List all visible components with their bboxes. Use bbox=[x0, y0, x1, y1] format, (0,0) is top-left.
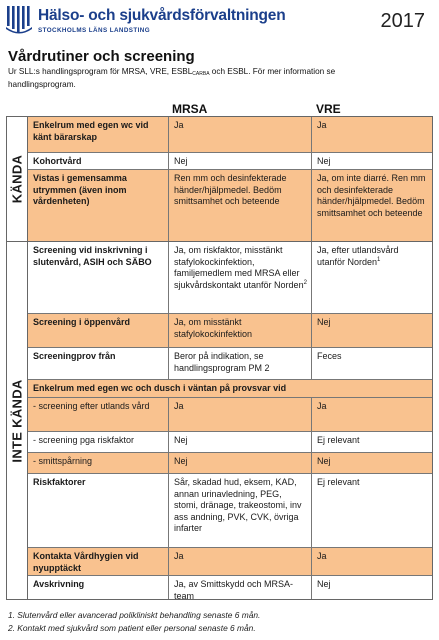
vre-cell: Ja, efter utlandsvård utanför Norden$^1$ bbox=[317, 245, 399, 267]
mrsa-cell: Ja bbox=[169, 548, 312, 575]
footnote-2: 2. Kontakt med sjukvård som patient eller personal senaste 6 mån. bbox=[8, 623, 256, 633]
row-label: Screening vid inskrivning i slutenvård, ASIH och SÄBO bbox=[28, 242, 169, 313]
org-name: Hälso- och sjukvårdsförvaltningen bbox=[38, 7, 286, 24]
mrsa-cell: Ja, om riskfaktor, misstänkt stafylokockinfektion, familjemedlem med MRSA eller sjukvårdskontakt utanför Norden$^2$ bbox=[169, 242, 312, 313]
vre-cell: Ej relevant bbox=[317, 435, 360, 445]
table-row bbox=[28, 152, 432, 169]
org-subtitle: STOCKHOLMS LÄNS LANDSTING bbox=[38, 27, 151, 34]
vre-cell: Nej bbox=[317, 317, 331, 327]
section-label-kanda: KÄNDA bbox=[7, 117, 28, 241]
intro-text: Ur SLL:s handlingsprogram för MRSA, VRE, $ESBL_{CARBA}$ och ESBL. För mer information se handlingsprogram. bbox=[8, 67, 336, 89]
table-row bbox=[28, 547, 432, 575]
mrsa-cell: Nej bbox=[169, 432, 312, 452]
header bbox=[0, 0, 439, 44]
screening-table bbox=[6, 116, 433, 600]
column-header-vre: VRE bbox=[316, 102, 341, 116]
mrsa-cell: Ja, om misstänkt stafylokockinfektion bbox=[169, 314, 312, 347]
vre-cell: Nej bbox=[317, 456, 331, 466]
mrsa-cell: Ja bbox=[169, 398, 312, 431]
table-row bbox=[28, 379, 432, 397]
row-label: Enkelrum med egen wc och dusch i väntan på provsvar vid bbox=[33, 383, 287, 393]
table-row bbox=[28, 575, 432, 599]
table-row bbox=[28, 347, 432, 379]
table-row bbox=[28, 431, 432, 452]
year: 2017 bbox=[380, 10, 425, 32]
column-header-mrsa: MRSA bbox=[172, 102, 208, 116]
sll-logo-icon bbox=[4, 5, 34, 35]
mrsa-cell: Ja, av Smittskydd och MRSA-team bbox=[169, 576, 312, 599]
table-row bbox=[28, 473, 432, 547]
table-row bbox=[28, 169, 432, 241]
footnote-ref: 1 bbox=[377, 256, 381, 263]
table-row bbox=[28, 452, 432, 473]
mrsa-cell: Ren mm och desinfekterade händer/hjälpmedel. Bedöm smittsamhet och beteende bbox=[169, 170, 312, 241]
mrsa-cell: Nej bbox=[169, 453, 312, 473]
row-label: Screening i öppenvård bbox=[28, 314, 169, 347]
table-row bbox=[28, 313, 432, 347]
table-row bbox=[28, 397, 432, 431]
row-label: - screening pga riskfaktor bbox=[28, 432, 169, 452]
vre-cell: Feces bbox=[317, 351, 342, 361]
mrsa-cell: Ja bbox=[169, 117, 312, 152]
row-label: - smittspårning bbox=[28, 453, 169, 473]
row-label: Riskfaktorer bbox=[28, 474, 169, 547]
footnote-1: 1. Slutenvård eller avancerad polikliniskt behandling senaste 6 mån. bbox=[8, 610, 261, 620]
vre-cell: Nej bbox=[317, 156, 331, 166]
row-label: - screening efter utlands vård bbox=[28, 398, 169, 431]
row-label: Screeningprov från bbox=[28, 348, 169, 379]
row-label: Enkelrum med egen wc vid känt bärarskap bbox=[28, 117, 169, 152]
row-label: Kontakta Vårdhygien vid nyupptäckt bbox=[28, 548, 169, 575]
vre-cell: Ja bbox=[317, 120, 327, 130]
vre-cell: Ej relevant bbox=[317, 477, 360, 487]
mrsa-cell: Beror på indikation, se handlingsprogram PM 2 bbox=[169, 348, 312, 379]
document-title: Vårdrutiner och screening bbox=[8, 48, 195, 65]
vre-cell: Ja bbox=[317, 551, 327, 561]
row-label: Vistas i gemensamma utrymmen (även inom vårdenheten) bbox=[28, 170, 169, 241]
row-label: Kohortvård bbox=[28, 153, 169, 169]
vre-cell: Nej bbox=[317, 579, 331, 589]
section-label-inte-kanda: INTE KÄNDA bbox=[7, 242, 28, 599]
mrsa-cell: Sår, skadad hud, eksem, KAD, annan urinavledning, PEG, stomi, dränage, trakeostomi, inv ass andning, PVK, CVK, övriga infarter bbox=[169, 474, 312, 547]
row-label: Avskrivning bbox=[28, 576, 169, 599]
table-row bbox=[28, 242, 432, 313]
table-row bbox=[28, 117, 432, 152]
mrsa-cell: Nej bbox=[169, 153, 312, 169]
vre-cell: Ja bbox=[317, 401, 327, 411]
footnote-ref: 2 bbox=[303, 279, 307, 286]
vre-cell: Ja, om inte diarré. Ren mm och desinfekterade händer/hjälpmedel. Bedöm smittsamhet och beteende bbox=[317, 173, 426, 218]
